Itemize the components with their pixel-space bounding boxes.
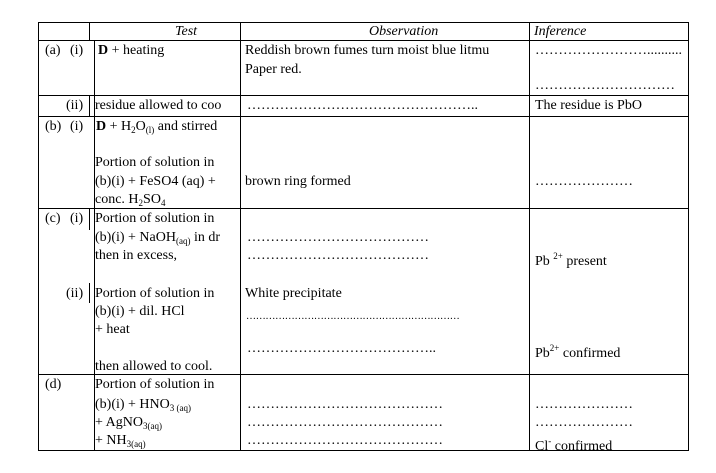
row-d-observation-dots2: …………………………………… bbox=[247, 415, 443, 430]
superscript: - bbox=[548, 436, 552, 446]
row-c-ii-test-line3: + heat bbox=[95, 322, 130, 337]
subscript: 2 bbox=[131, 125, 136, 135]
row-a-inference-dots1: …………………….......... bbox=[535, 43, 682, 58]
text-part: confirmed bbox=[559, 346, 621, 361]
row-b-i-label: (i) bbox=[70, 119, 84, 134]
subscript: 4 bbox=[160, 198, 166, 208]
superscript: 2+ bbox=[553, 251, 563, 261]
row-c-ii-observation-dots2: ………………………………….. bbox=[247, 341, 436, 356]
text-part: and stirred bbox=[154, 119, 218, 134]
row-b-label: (b) bbox=[45, 119, 62, 134]
row-c-label: (c) bbox=[45, 211, 61, 226]
row-c-ii-label: (ii) bbox=[66, 286, 84, 301]
header-inference: Inference bbox=[534, 24, 587, 39]
text-part: confirmed bbox=[551, 439, 613, 454]
row-b-test-line3: (b)(i) + FeSO4 (aq) + bbox=[95, 174, 216, 189]
row-a-ii-label: (ii) bbox=[66, 98, 84, 113]
row-a-inference-dots2: ………………………… bbox=[535, 78, 675, 93]
row-a-test bbox=[98, 42, 164, 60]
subscript: 2 bbox=[138, 198, 144, 208]
row-d-inference-dots2: ………………… bbox=[535, 415, 633, 430]
text-part: SO bbox=[143, 192, 161, 207]
row-c-observation-dots1: ………………………………… bbox=[247, 230, 429, 245]
row-d-test-line4 bbox=[95, 432, 146, 453]
row-a-observation-line1: Reddish brown fumes turn moist blue litmu bbox=[245, 43, 490, 58]
row-c-test-line3: then in excess, bbox=[95, 248, 178, 263]
row-b-inference-dots: ………………… bbox=[535, 174, 633, 189]
row-d-label: (d) bbox=[45, 377, 62, 392]
row-a-label: (a) bbox=[45, 43, 61, 58]
row-d-test-line1: Portion of solution in bbox=[95, 377, 215, 392]
row-a-ii-inference: The residue is PbO bbox=[535, 98, 642, 113]
subscript: (aq) bbox=[175, 236, 191, 246]
text-part: (b)(i) + HNO bbox=[95, 397, 170, 412]
row-a-ii-observation-dots: ………………………………………….. bbox=[247, 98, 478, 113]
row-c-inference-i bbox=[535, 247, 607, 271]
text-part: (b)(i) + NaOH bbox=[95, 230, 176, 245]
text-part: + NH bbox=[95, 433, 127, 448]
header-test: Test bbox=[175, 24, 198, 39]
reagent-d: D bbox=[98, 43, 109, 58]
subscript: 3(aq) bbox=[142, 421, 162, 431]
row-d-inference-dots1: ………………… bbox=[535, 397, 633, 412]
row-a-i-label: (i) bbox=[70, 43, 84, 58]
text-part: conc. H bbox=[95, 192, 139, 207]
text-part: + H bbox=[106, 119, 132, 134]
row-a-test-text: + heating bbox=[108, 43, 165, 58]
row-b-test-line2: Portion of solution in bbox=[95, 155, 215, 170]
row-c-i-label: (i) bbox=[70, 211, 84, 226]
row-c-ii-test-line2: (b)(i) + dil. HCl bbox=[95, 304, 185, 319]
subscript: 3 (aq) bbox=[169, 403, 192, 413]
row-d-observation-dots3: …………………………………… bbox=[247, 433, 443, 448]
row-a-observation-line2: Paper red. bbox=[245, 62, 302, 77]
text-part: + AgNO bbox=[95, 415, 143, 430]
text-part: Pb bbox=[535, 254, 554, 269]
superscript: 2+ bbox=[549, 343, 560, 353]
row-d-inference-final bbox=[535, 432, 612, 456]
text-part: Cl bbox=[535, 439, 549, 454]
text-part: in dr bbox=[190, 230, 221, 245]
row-b-test-line1 bbox=[96, 118, 217, 139]
row-a-ii-test: residue allowed to coo bbox=[95, 98, 222, 113]
row-b-observation: brown ring formed bbox=[245, 174, 351, 189]
row-c-test-line1: Portion of solution in bbox=[95, 211, 215, 226]
text-part: present bbox=[562, 254, 607, 269]
row-c-ii-test-line1: Portion of solution in bbox=[95, 286, 215, 301]
row-c-ii-inference bbox=[535, 339, 620, 363]
row-b-test-line4 bbox=[95, 191, 165, 212]
row-c-observation-dots2: ………………………………… bbox=[247, 248, 429, 263]
text-part: Pb bbox=[535, 346, 550, 361]
header-observation: Observation bbox=[369, 24, 439, 39]
subscript: (l) bbox=[145, 125, 155, 135]
row-d-observation-dots1: …………………………………… bbox=[247, 397, 443, 412]
row-c-ii-observation: White precipitate bbox=[245, 286, 342, 301]
reagent-d: D bbox=[96, 119, 107, 134]
row-c-ii-observation-dots1: ………………………………………………………… bbox=[246, 311, 460, 322]
row-c-ii-test-line4: then allowed to cool. bbox=[95, 359, 213, 374]
text-part: O bbox=[135, 119, 146, 134]
subscript: 3(aq) bbox=[126, 439, 146, 449]
